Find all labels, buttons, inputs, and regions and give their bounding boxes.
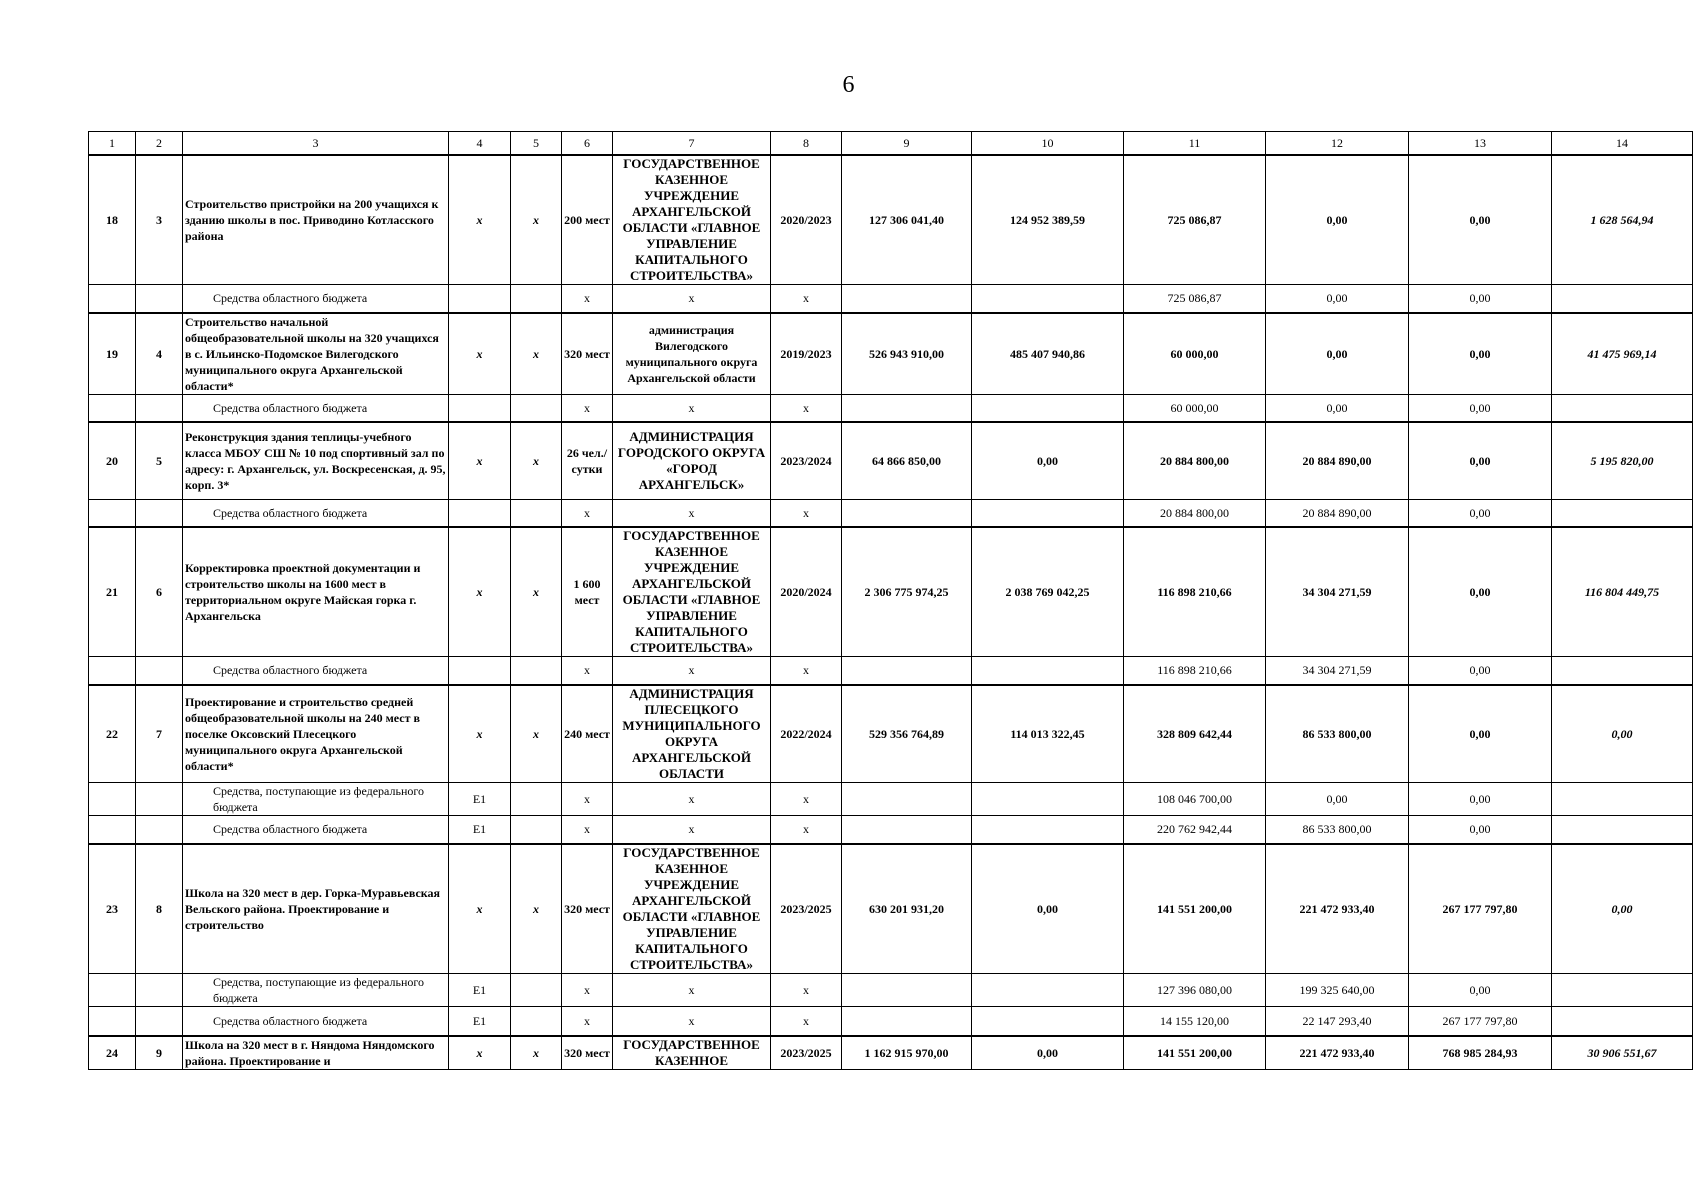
- amount-2024-cell: 22 147 293,40: [1266, 1007, 1409, 1036]
- amount-2023-cell: 141 551 200,00: [1124, 844, 1266, 974]
- column-5-cell: [511, 394, 562, 422]
- column-header: 9: [842, 132, 972, 156]
- amount-2025-cell: 267 177 797,80: [1409, 844, 1552, 974]
- column-4-cell: [449, 499, 511, 527]
- subrow-number-cell: 6: [136, 527, 183, 657]
- column-header: 1: [89, 132, 136, 156]
- column-header: 3: [183, 132, 449, 156]
- amount-2025-cell: 0,00: [1409, 313, 1552, 395]
- amount-2025-cell: 0,00: [1409, 527, 1552, 657]
- subrow-number-cell: [136, 499, 183, 527]
- table-row: [89, 844, 1693, 974]
- subrow-number-cell: [136, 394, 183, 422]
- column-5-cell: x: [511, 527, 562, 657]
- customer-organization-cell: администрация Вилегодского муниципального округа Архангельской области: [613, 313, 771, 395]
- table-row: [89, 422, 1693, 499]
- row-number-cell: [89, 815, 136, 844]
- object-name-cell: Школа на 320 мест в г. Няндома Няндомского района. Проектирование и: [183, 1036, 449, 1070]
- amount-2024-cell: 86 533 800,00: [1266, 685, 1409, 783]
- subrow-number-cell: [136, 285, 183, 313]
- amount-2024-cell: 20 884 890,00: [1266, 422, 1409, 499]
- object-name-cell: Средства областного бюджета: [183, 499, 449, 527]
- period-cell: 2023/2025: [771, 844, 842, 974]
- period-cell: x: [771, 657, 842, 685]
- column-header: 13: [1409, 132, 1552, 156]
- column-5-cell: [511, 815, 562, 844]
- estimated-cost-cell: [842, 974, 972, 1007]
- subrow-number-cell: 9: [136, 1036, 183, 1070]
- financed-before-cell: 0,00: [972, 844, 1124, 974]
- column-4-cell: x: [449, 313, 511, 395]
- table-row: [89, 313, 1693, 395]
- amount-2025-cell: 0,00: [1409, 815, 1552, 844]
- table-row: [89, 1036, 1693, 1070]
- subrow-number-cell: 7: [136, 685, 183, 783]
- remaining-cost-cell: [1552, 815, 1693, 844]
- row-number-cell: [89, 1007, 136, 1036]
- period-cell: 2023/2025: [771, 1036, 842, 1070]
- customer-organization-cell: x: [613, 1007, 771, 1036]
- remaining-cost-cell: [1552, 285, 1693, 313]
- object-name-cell: Средства областного бюджета: [183, 815, 449, 844]
- capacity-cell: x: [562, 657, 613, 685]
- column-5-cell: [511, 1007, 562, 1036]
- customer-organization-cell: x: [613, 815, 771, 844]
- subrow-number-cell: [136, 1007, 183, 1036]
- construction-objects-table: [88, 131, 1693, 1070]
- amount-2024-cell: 0,00: [1266, 313, 1409, 395]
- customer-organization-cell: АДМИНИСТРАЦИЯ ГОРОДСКОГО ОКРУГА «ГОРОД АРХАНГЕЛЬСК»: [613, 422, 771, 499]
- financed-before-cell: 485 407 940,86: [972, 313, 1124, 395]
- column-header: 12: [1266, 132, 1409, 156]
- capacity-cell: x: [562, 815, 613, 844]
- amount-2024-cell: 0,00: [1266, 155, 1409, 285]
- estimated-cost-cell: 526 943 910,00: [842, 313, 972, 395]
- subrow-number-cell: 8: [136, 844, 183, 974]
- period-cell: x: [771, 782, 842, 815]
- column-5-cell: x: [511, 685, 562, 783]
- object-name-cell: Средства областного бюджета: [183, 1007, 449, 1036]
- capacity-cell: 1 600 мест: [562, 527, 613, 657]
- amount-2025-cell: 0,00: [1409, 657, 1552, 685]
- customer-organization-cell: ГОСУДАРСТВЕННОЕ КАЗЕННОЕ УЧРЕЖДЕНИЕ АРХАНГЕЛЬСКОЙ ОБЛАСТИ «ГЛАВНОЕ УПРАВЛЕНИЕ КАПИТАЛЬНОГО СТРОИТЕЛЬСТВА»: [613, 527, 771, 657]
- column-5-cell: [511, 782, 562, 815]
- object-name-cell: Средства областного бюджета: [183, 657, 449, 685]
- remaining-cost-cell: [1552, 1007, 1693, 1036]
- period-cell: 2019/2023: [771, 313, 842, 395]
- row-number-cell: 24: [89, 1036, 136, 1070]
- column-header: 11: [1124, 132, 1266, 156]
- row-number-cell: [89, 499, 136, 527]
- amount-2024-cell: 221 472 933,40: [1266, 1036, 1409, 1070]
- remaining-cost-cell: [1552, 657, 1693, 685]
- remaining-cost-cell: [1552, 499, 1693, 527]
- funding-source-row: [89, 1007, 1693, 1036]
- column-header: 8: [771, 132, 842, 156]
- column-header: 2: [136, 132, 183, 156]
- column-4-cell: x: [449, 422, 511, 499]
- funding-source-row: [89, 499, 1693, 527]
- amount-2024-cell: 34 304 271,59: [1266, 527, 1409, 657]
- column-header: 10: [972, 132, 1124, 156]
- estimated-cost-cell: [842, 657, 972, 685]
- column-4-cell: [449, 394, 511, 422]
- row-number-cell: [89, 974, 136, 1007]
- capacity-cell: 320 мест: [562, 313, 613, 395]
- remaining-cost-cell: [1552, 974, 1693, 1007]
- column-4-cell: x: [449, 685, 511, 783]
- amount-2025-cell: 0,00: [1409, 685, 1552, 783]
- amount-2023-cell: 20 884 800,00: [1124, 422, 1266, 499]
- subrow-number-cell: [136, 974, 183, 1007]
- estimated-cost-cell: 127 306 041,40: [842, 155, 972, 285]
- capacity-cell: 320 мест: [562, 1036, 613, 1070]
- row-number-cell: 23: [89, 844, 136, 974]
- customer-organization-cell: x: [613, 974, 771, 1007]
- period-cell: 2022/2024: [771, 685, 842, 783]
- row-number-cell: [89, 285, 136, 313]
- object-name-cell: Строительство начальной общеобразовательной школы на 320 учащихся в с. Ильинско-Подомское Вилегодского муниципального округа Архангельской области*: [183, 313, 449, 395]
- column-header: 6: [562, 132, 613, 156]
- object-name-cell: Средства областного бюджета: [183, 285, 449, 313]
- row-number-cell: [89, 657, 136, 685]
- row-number-cell: 18: [89, 155, 136, 285]
- amount-2023-cell: 60 000,00: [1124, 394, 1266, 422]
- object-name-cell: Реконструкция здания теплицы-учебного класса МБОУ СШ № 10 под спортивный зал по адресу: г. Архангельск, ул. Воскресенская, д. 95, корп. 3*: [183, 422, 449, 499]
- amount-2023-cell: 116 898 210,66: [1124, 657, 1266, 685]
- remaining-cost-cell: 30 906 551,67: [1552, 1036, 1693, 1070]
- amount-2025-cell: 0,00: [1409, 155, 1552, 285]
- customer-organization-cell: x: [613, 285, 771, 313]
- column-5-cell: x: [511, 422, 562, 499]
- amount-2025-cell: 768 985 284,93: [1409, 1036, 1552, 1070]
- funding-source-row: [89, 657, 1693, 685]
- column-header: 7: [613, 132, 771, 156]
- customer-organization-cell: x: [613, 782, 771, 815]
- period-cell: 2020/2023: [771, 155, 842, 285]
- period-cell: x: [771, 815, 842, 844]
- funding-source-row: [89, 285, 1693, 313]
- financed-before-cell: [972, 499, 1124, 527]
- estimated-cost-cell: 1 162 915 970,00: [842, 1036, 972, 1070]
- period-cell: x: [771, 394, 842, 422]
- amount-2024-cell: 20 884 890,00: [1266, 499, 1409, 527]
- financed-before-cell: [972, 285, 1124, 313]
- capacity-cell: x: [562, 1007, 613, 1036]
- column-4-cell: x: [449, 527, 511, 657]
- amount-2025-cell: 0,00: [1409, 394, 1552, 422]
- customer-organization-cell: ГОСУДАРСТВЕННОЕ КАЗЕННОЕ: [613, 1036, 771, 1070]
- row-number-cell: [89, 782, 136, 815]
- estimated-cost-cell: 630 201 931,20: [842, 844, 972, 974]
- amount-2023-cell: 141 551 200,00: [1124, 1036, 1266, 1070]
- funding-source-row: [89, 394, 1693, 422]
- subrow-number-cell: 3: [136, 155, 183, 285]
- capacity-cell: x: [562, 499, 613, 527]
- period-cell: x: [771, 499, 842, 527]
- row-number-cell: [89, 394, 136, 422]
- column-5-cell: x: [511, 1036, 562, 1070]
- column-4-cell: Е1: [449, 782, 511, 815]
- subrow-number-cell: [136, 657, 183, 685]
- column-5-cell: [511, 285, 562, 313]
- column-header: 5: [511, 132, 562, 156]
- estimated-cost-cell: 529 356 764,89: [842, 685, 972, 783]
- estimated-cost-cell: [842, 815, 972, 844]
- financed-before-cell: 114 013 322,45: [972, 685, 1124, 783]
- period-cell: 2020/2024: [771, 527, 842, 657]
- column-4-cell: x: [449, 844, 511, 974]
- table-header-row: [89, 132, 1693, 156]
- amount-2024-cell: 221 472 933,40: [1266, 844, 1409, 974]
- subrow-number-cell: [136, 815, 183, 844]
- object-name-cell: Средства областного бюджета: [183, 394, 449, 422]
- row-number-cell: 20: [89, 422, 136, 499]
- amount-2025-cell: 0,00: [1409, 782, 1552, 815]
- column-header: 4: [449, 132, 511, 156]
- column-4-cell: Е1: [449, 974, 511, 1007]
- subrow-number-cell: 4: [136, 313, 183, 395]
- row-number-cell: 19: [89, 313, 136, 395]
- remaining-cost-cell: 41 475 969,14: [1552, 313, 1693, 395]
- subrow-number-cell: [136, 782, 183, 815]
- amount-2023-cell: 725 086,87: [1124, 155, 1266, 285]
- object-name-cell: Средства, поступающие из федерального бюджета: [183, 974, 449, 1007]
- amount-2023-cell: 116 898 210,66: [1124, 527, 1266, 657]
- financed-before-cell: [972, 1007, 1124, 1036]
- object-name-cell: Строительство пристройки на 200 учащихся к зданию школы в пос. Приводино Котласского района: [183, 155, 449, 285]
- capacity-cell: x: [562, 974, 613, 1007]
- amount-2024-cell: 34 304 271,59: [1266, 657, 1409, 685]
- estimated-cost-cell: [842, 394, 972, 422]
- capacity-cell: 26 чел./сутки: [562, 422, 613, 499]
- object-name-cell: Корректировка проектной документации и строительство школы на 1600 мест в территориальном округе Майская горка г. Архангельска: [183, 527, 449, 657]
- column-header: 14: [1552, 132, 1693, 156]
- estimated-cost-cell: 2 306 775 974,25: [842, 527, 972, 657]
- remaining-cost-cell: [1552, 782, 1693, 815]
- amount-2023-cell: 20 884 800,00: [1124, 499, 1266, 527]
- column-5-cell: [511, 974, 562, 1007]
- remaining-cost-cell: 0,00: [1552, 685, 1693, 783]
- funding-source-row: [89, 974, 1693, 1007]
- capacity-cell: x: [562, 285, 613, 313]
- customer-organization-cell: x: [613, 499, 771, 527]
- column-5-cell: x: [511, 155, 562, 285]
- financed-before-cell: [972, 974, 1124, 1007]
- subrow-number-cell: 5: [136, 422, 183, 499]
- table-row: [89, 685, 1693, 783]
- amount-2024-cell: 86 533 800,00: [1266, 815, 1409, 844]
- period-cell: x: [771, 285, 842, 313]
- amount-2023-cell: 127 396 080,00: [1124, 974, 1266, 1007]
- customer-organization-cell: x: [613, 657, 771, 685]
- column-4-cell: Е1: [449, 815, 511, 844]
- funding-source-row: [89, 815, 1693, 844]
- column-4-cell: x: [449, 1036, 511, 1070]
- page-number: 6: [842, 72, 855, 98]
- remaining-cost-cell: 5 195 820,00: [1552, 422, 1693, 499]
- capacity-cell: x: [562, 782, 613, 815]
- column-4-cell: x: [449, 155, 511, 285]
- period-cell: 2023/2024: [771, 422, 842, 499]
- amount-2024-cell: 0,00: [1266, 782, 1409, 815]
- table-row: [89, 527, 1693, 657]
- financed-before-cell: 124 952 389,59: [972, 155, 1124, 285]
- estimated-cost-cell: [842, 1007, 972, 1036]
- row-number-cell: 21: [89, 527, 136, 657]
- estimated-cost-cell: [842, 285, 972, 313]
- financed-before-cell: [972, 394, 1124, 422]
- funding-source-row: [89, 782, 1693, 815]
- object-name-cell: Проектирование и строительство средней общеобразовательной школы на 240 мест в поселке Оксовский Плесецкого муниципального округа Архангельской области*: [183, 685, 449, 783]
- period-cell: x: [771, 974, 842, 1007]
- column-4-cell: [449, 657, 511, 685]
- column-5-cell: [511, 657, 562, 685]
- estimated-cost-cell: [842, 499, 972, 527]
- capacity-cell: 200 мест: [562, 155, 613, 285]
- row-number-cell: 22: [89, 685, 136, 783]
- remaining-cost-cell: 0,00: [1552, 844, 1693, 974]
- amount-2023-cell: 220 762 942,44: [1124, 815, 1266, 844]
- amount-2025-cell: 0,00: [1409, 422, 1552, 499]
- column-5-cell: x: [511, 313, 562, 395]
- financed-before-cell: [972, 657, 1124, 685]
- amount-2024-cell: 0,00: [1266, 394, 1409, 422]
- estimated-cost-cell: 64 866 850,00: [842, 422, 972, 499]
- financed-before-cell: 0,00: [972, 1036, 1124, 1070]
- capacity-cell: x: [562, 394, 613, 422]
- capacity-cell: 320 мест: [562, 844, 613, 974]
- column-5-cell: [511, 499, 562, 527]
- capacity-cell: 240 мест: [562, 685, 613, 783]
- amount-2025-cell: 0,00: [1409, 285, 1552, 313]
- column-5-cell: x: [511, 844, 562, 974]
- customer-organization-cell: АДМИНИСТРАЦИЯ ПЛЕСЕЦКОГО МУНИЦИПАЛЬНОГО ОКРУГА АРХАНГЕЛЬСКОЙ ОБЛАСТИ: [613, 685, 771, 783]
- column-4-cell: Е1: [449, 1007, 511, 1036]
- amount-2025-cell: 267 177 797,80: [1409, 1007, 1552, 1036]
- column-4-cell: [449, 285, 511, 313]
- amount-2023-cell: 14 155 120,00: [1124, 1007, 1266, 1036]
- financed-before-cell: 0,00: [972, 422, 1124, 499]
- amount-2023-cell: 60 000,00: [1124, 313, 1266, 395]
- customer-organization-cell: ГОСУДАРСТВЕННОЕ КАЗЕННОЕ УЧРЕЖДЕНИЕ АРХАНГЕЛЬСКОЙ ОБЛАСТИ «ГЛАВНОЕ УПРАВЛЕНИЕ КАПИТАЛЬНОГО СТРОИТЕЛЬСТВА»: [613, 844, 771, 974]
- financed-before-cell: 2 038 769 042,25: [972, 527, 1124, 657]
- remaining-cost-cell: 1 628 564,94: [1552, 155, 1693, 285]
- period-cell: x: [771, 1007, 842, 1036]
- amount-2024-cell: 199 325 640,00: [1266, 974, 1409, 1007]
- amount-2024-cell: 0,00: [1266, 285, 1409, 313]
- amount-2023-cell: 725 086,87: [1124, 285, 1266, 313]
- estimated-cost-cell: [842, 782, 972, 815]
- amount-2023-cell: 328 809 642,44: [1124, 685, 1266, 783]
- object-name-cell: Школа на 320 мест в дер. Горка-Муравьевская Вельского района. Проектирование и строительство: [183, 844, 449, 974]
- table-row: [89, 155, 1693, 285]
- remaining-cost-cell: 116 804 449,75: [1552, 527, 1693, 657]
- financed-before-cell: [972, 782, 1124, 815]
- customer-organization-cell: ГОСУДАРСТВЕННОЕ КАЗЕННОЕ УЧРЕЖДЕНИЕ АРХАНГЕЛЬСКОЙ ОБЛАСТИ «ГЛАВНОЕ УПРАВЛЕНИЕ КАПИТАЛЬНОГО СТРОИТЕЛЬСТВА»: [613, 155, 771, 285]
- amount-2023-cell: 108 046 700,00: [1124, 782, 1266, 815]
- financed-before-cell: [972, 815, 1124, 844]
- amount-2025-cell: 0,00: [1409, 499, 1552, 527]
- customer-organization-cell: x: [613, 394, 771, 422]
- amount-2025-cell: 0,00: [1409, 974, 1552, 1007]
- object-name-cell: Средства, поступающие из федерального бюджета: [183, 782, 449, 815]
- remaining-cost-cell: [1552, 394, 1693, 422]
